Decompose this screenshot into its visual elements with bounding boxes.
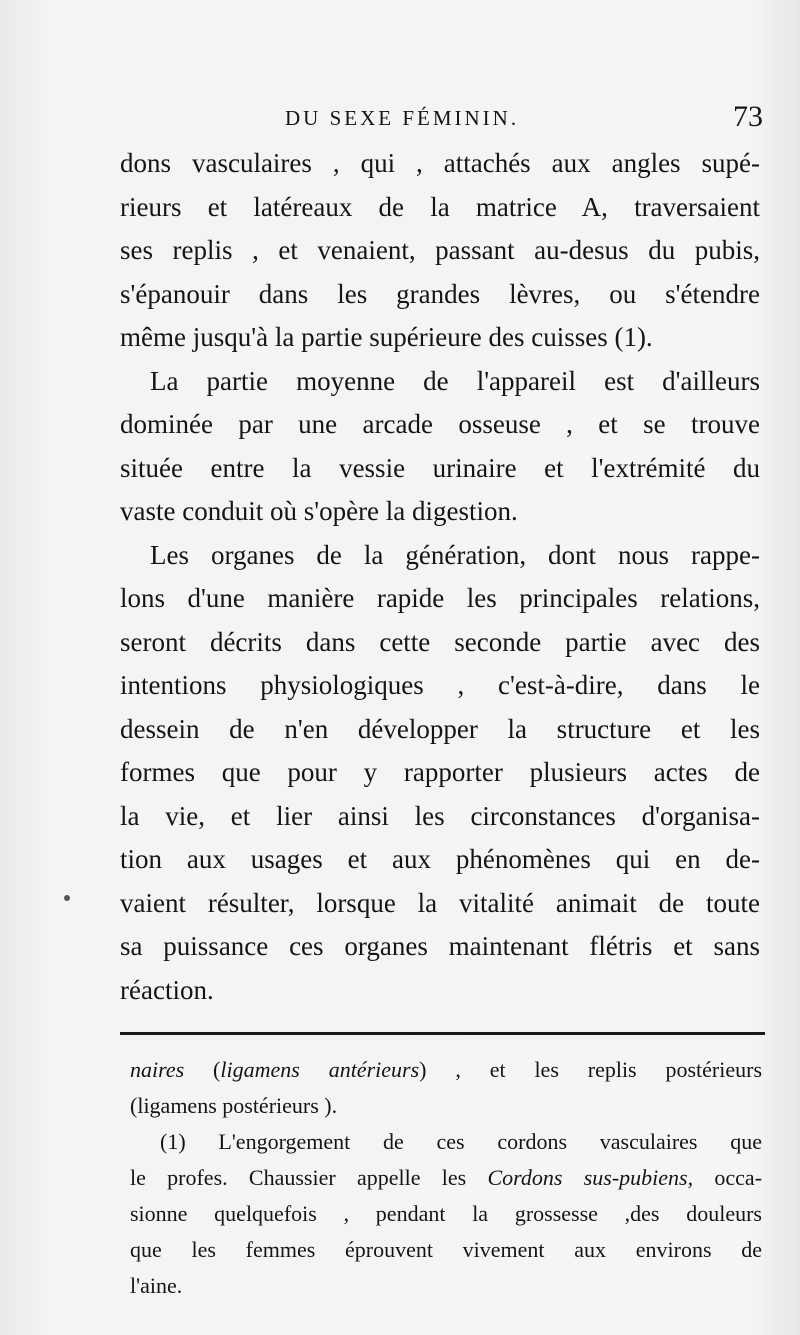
footnotes xyxy=(130,1052,762,1304)
footnote-text: L'engorgement de ces cordons vasculaires que xyxy=(218,1129,762,1154)
text-line: la vie, et lier ainsi les circonstances d'organisa- xyxy=(120,800,760,831)
text-line: ses replis , et venaient, passant au-desus du pubis, xyxy=(120,235,760,265)
footnote-line: sionne quelquefois , pendant la grossesse ,des douleurs xyxy=(130,1201,762,1226)
text-line: lons d'une manière rapide les principales relations, xyxy=(120,583,760,613)
main-text xyxy=(120,142,760,1012)
text-line: réaction. xyxy=(120,974,214,1005)
text-line: La partie moyenne de l'appareil est d'ailleurs xyxy=(150,365,760,396)
running-title: DU SEXE FÉMININ. xyxy=(285,106,520,130)
footnote-text: occa- xyxy=(714,1165,763,1190)
text-line: vaient résulter, lorsque la vitalité animait de toute xyxy=(120,887,760,918)
text-line: sa puissance ces organes maintenant flétris et sans xyxy=(120,931,760,961)
text-line: dessein de n'en développer la structure et les xyxy=(120,713,760,744)
ink-speck xyxy=(64,895,70,901)
text-line: rieurs et latéreaux de la matrice A, traversaient xyxy=(120,191,760,222)
page-number: 73 xyxy=(733,100,763,133)
footnote-marker: (1) xyxy=(160,1129,186,1154)
text-line: s'épanouir dans les grandes lèvres, ou s'étendre xyxy=(120,278,760,309)
text-line: seront décrits dans cette seconde partie avec des xyxy=(120,626,760,657)
footnote-italic: ligamens antérieurs xyxy=(220,1057,420,1082)
footnote-text: , et les replis postérieurs xyxy=(455,1057,763,1082)
footnote-rule xyxy=(120,1032,765,1035)
footnote-line: (ligamens postérieurs ). xyxy=(130,1093,338,1118)
text-line: vaste conduit où s'opère la digestion. xyxy=(120,496,518,526)
footnote-italic: naires xyxy=(130,1057,185,1082)
footnote-line: naires (ligamens antérieurs) , et les replis postérieurs xyxy=(130,1057,763,1082)
text-line: dons vasculaires , qui , attachés aux angles supé- xyxy=(120,148,760,178)
footnote-line: l'aine. xyxy=(130,1273,183,1298)
text-line: tion aux usages et aux phénomènes qui en de- xyxy=(120,844,760,874)
footnote-line xyxy=(130,1160,762,1196)
text-line: intentions physiologiques , c'est-à-dire, dans le xyxy=(120,670,760,700)
text-line: Les organes de la génération, dont nous rappe- xyxy=(150,539,760,570)
footnote-line: que les femmes éprouvent vivement aux environs de xyxy=(130,1237,762,1262)
text-line: dominée par une arcade osseuse , et se trouve xyxy=(120,409,760,439)
footnote-text: le profes. Chaussier appelle les xyxy=(130,1165,467,1190)
text-line: même jusqu'à la partie supérieure des cuisses (1). xyxy=(120,322,653,352)
text-line: située entre la vessie urinaire et l'extrémité du xyxy=(120,452,760,483)
text-line: formes que pour y rapporter plusieurs actes de xyxy=(120,757,760,787)
footnote-line xyxy=(130,1124,762,1160)
running-head xyxy=(120,100,765,140)
footnote-italic: Cordons sus-pubiens, xyxy=(487,1165,694,1190)
